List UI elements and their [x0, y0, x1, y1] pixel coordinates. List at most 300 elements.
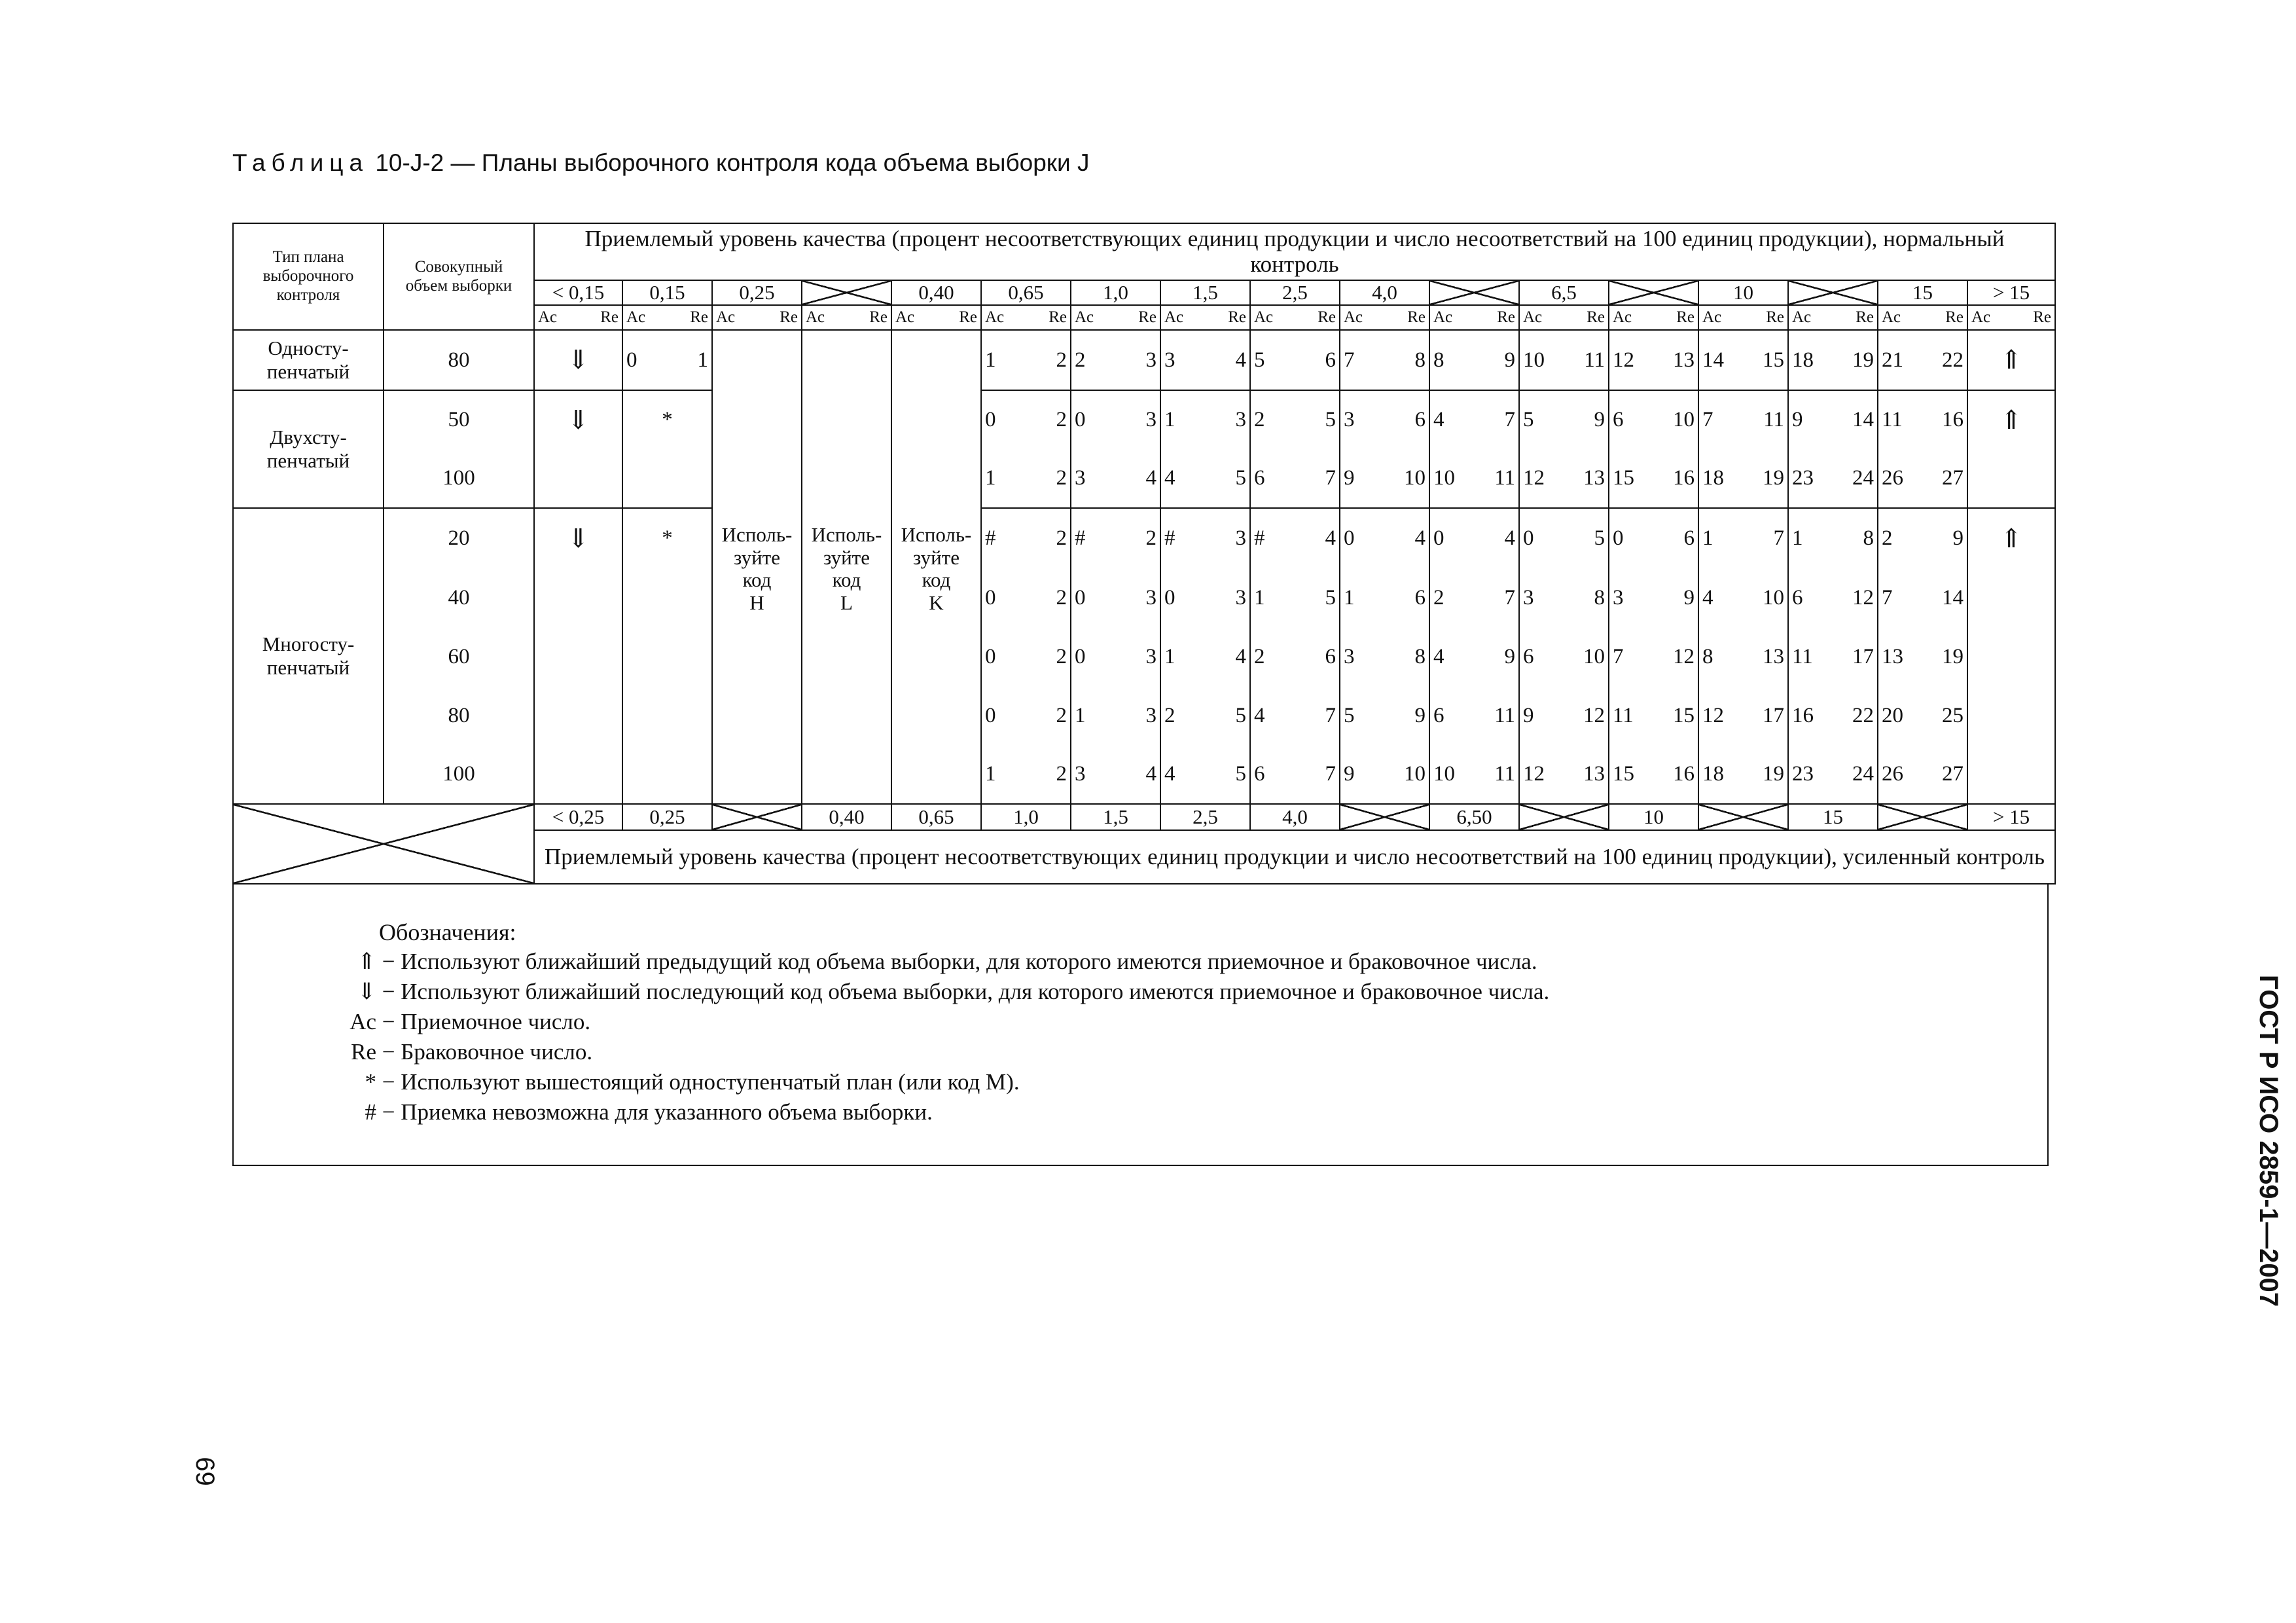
re-value: 6	[1683, 526, 1695, 551]
re-value: 8	[1414, 348, 1426, 372]
ac-value: 18	[1702, 466, 1724, 490]
ac-re-cell	[1340, 330, 1429, 390]
header-line: контроля	[276, 285, 340, 304]
aql-value: 4,0	[1250, 804, 1340, 830]
ac-value: 6	[1254, 466, 1265, 490]
re-value: Re	[1228, 308, 1246, 326]
arrow-cell	[1967, 449, 2055, 508]
ac-re-pair	[1699, 349, 1787, 372]
ac-value: 15	[1613, 466, 1634, 490]
ac-re-cell	[1698, 745, 1788, 804]
ac-value: 23	[1792, 466, 1814, 490]
ac-re-pair	[1340, 409, 1429, 431]
ac-re-pair	[1161, 763, 1249, 786]
ac-value: 2	[1882, 526, 1893, 551]
re-value: 16	[1673, 466, 1695, 490]
ac-value: 1	[1164, 644, 1175, 668]
re-value: 16	[1673, 762, 1695, 786]
plan-type-line: Двухсту-	[270, 426, 347, 449]
ac-value: 4	[1254, 703, 1265, 727]
legend-symbol: Ac	[350, 1009, 376, 1034]
ac-value: 0	[1613, 526, 1624, 551]
ac-re-pair	[1609, 587, 1698, 610]
re-value: Re	[959, 308, 977, 326]
ac-re-header	[1519, 305, 1609, 330]
legend-text: − Используют ближайший предыдущий код объема выборки, для которого имеются приемочное и браковочное числа.	[382, 949, 1537, 974]
re-value: 12	[1673, 644, 1695, 668]
ac-re-pair	[1071, 587, 1160, 610]
use-code-letter: K	[929, 591, 944, 615]
arrow-cell	[534, 745, 622, 804]
ac-value: Ac	[626, 308, 646, 326]
re-value: 22	[1852, 703, 1874, 727]
use-code-cell	[891, 330, 981, 804]
ac-re-pair	[1251, 763, 1339, 786]
ac-re-pair	[1520, 467, 1608, 490]
ac-value: 3	[1523, 585, 1534, 610]
ac-value: Ac	[895, 308, 915, 326]
ac-value: Ac	[1792, 308, 1812, 326]
ac-value: 1	[1344, 585, 1355, 610]
ac-re-header	[1160, 305, 1250, 330]
ac-value: 0	[1075, 644, 1086, 668]
ac-value: 10	[1433, 762, 1455, 786]
re-value: Re	[1766, 308, 1784, 326]
ac-value: 0	[1433, 526, 1444, 551]
plan-type-line: Односту-	[268, 337, 349, 360]
ac-re-header	[622, 305, 712, 330]
ac-value: Ac	[806, 308, 825, 326]
ac-re-cell	[981, 627, 1071, 686]
ac-re-cell	[981, 568, 1071, 627]
re-value: 3	[1145, 703, 1157, 727]
ac-re-cell	[1250, 627, 1340, 686]
re-value: 11	[1763, 408, 1784, 432]
aql-value: 2,5	[1160, 804, 1250, 830]
ac-re-pair	[1251, 467, 1339, 490]
legend-item	[319, 979, 1549, 1005]
ac-value: 20	[1882, 703, 1903, 727]
ac-value: 9	[1344, 466, 1355, 490]
ac-value: 1	[1792, 526, 1803, 551]
ac-value: 13	[1882, 644, 1903, 668]
ac-re-pair	[982, 646, 1070, 668]
ac-re-cell	[1788, 390, 1878, 449]
ac-value: 18	[1702, 762, 1724, 786]
re-value: 11	[1494, 762, 1515, 786]
use-code-line: код	[922, 568, 951, 592]
ac-value: Ac	[1433, 308, 1453, 326]
ac-value: Ac	[1344, 308, 1363, 326]
ac-re-pair	[1609, 704, 1698, 727]
ac-re-cell	[1071, 745, 1160, 804]
ac-value: Ac	[1523, 308, 1543, 326]
ac-re-label	[1878, 309, 1967, 326]
re-value: 19	[1763, 466, 1784, 490]
ac-re-cell	[1519, 330, 1609, 390]
ac-value: 11	[1613, 703, 1634, 727]
ac-value: 18	[1792, 348, 1814, 372]
ac-re-cell	[1071, 627, 1160, 686]
ac-re-pair	[1520, 527, 1608, 550]
plan-type-double	[233, 390, 384, 508]
legend-item	[319, 1099, 933, 1125]
ac-re-pair	[1430, 763, 1518, 786]
re-value: 3	[1145, 348, 1157, 372]
ac-value: 8	[1433, 348, 1444, 372]
ac-re-pair	[1699, 763, 1787, 786]
aql-crossed-cell	[802, 280, 891, 305]
ac-re-pair	[1161, 704, 1249, 727]
ac-re-pair	[1609, 527, 1698, 550]
re-value: 10	[1763, 585, 1784, 610]
ac-re-label	[1071, 309, 1160, 326]
ac-value: 2	[1075, 348, 1086, 372]
ac-value: 15	[1613, 762, 1634, 786]
ac-re-pair	[623, 349, 711, 372]
ac-re-cell	[1788, 627, 1878, 686]
caption-word: Таблица	[232, 149, 369, 176]
ac-value: 1	[1254, 585, 1265, 610]
re-value: Re	[2033, 308, 2052, 326]
re-value: 6	[1414, 585, 1426, 610]
legend-symbol: #	[365, 1099, 376, 1125]
sample-size: 50	[384, 390, 534, 449]
legend-item	[319, 949, 1537, 975]
aql-value: 1,0	[1071, 280, 1160, 305]
star-cell: *	[622, 508, 712, 568]
ac-value: 7	[1882, 585, 1893, 610]
aql-value: 0,40	[802, 804, 891, 830]
aql-crossed-cell	[712, 804, 802, 830]
ac-value: 3	[1075, 762, 1086, 786]
re-value: 2	[1056, 703, 1067, 727]
ac-re-pair	[1789, 704, 1877, 727]
ac-re-cell	[1698, 449, 1788, 508]
ac-value: Ac	[1971, 308, 1991, 326]
ac-re-cell	[1071, 508, 1160, 568]
arrow-cell	[534, 686, 622, 745]
ac-re-pair	[1340, 763, 1429, 786]
aql-value: > 15	[1967, 804, 2055, 830]
re-value: 10	[1673, 408, 1695, 432]
ac-re-cell	[1160, 627, 1250, 686]
ac-re-pair	[1520, 704, 1608, 727]
ac-value: 3	[1613, 585, 1624, 610]
ac-re-pair	[1699, 587, 1787, 610]
aql-crossed-cell	[1878, 804, 1967, 830]
aql-value: 2,5	[1250, 280, 1340, 305]
ac-re-pair	[1340, 587, 1429, 610]
ac-value: 1	[985, 762, 996, 786]
ac-re-pair	[1520, 646, 1608, 668]
ac-value: 1	[985, 466, 996, 490]
re-value: 11	[1584, 348, 1605, 372]
ac-re-header	[1788, 305, 1878, 330]
ac-value: 1	[1702, 526, 1713, 551]
ac-value: 7	[1613, 644, 1624, 668]
ac-re-cell	[981, 686, 1071, 745]
aql-value: < 0,15	[534, 280, 622, 305]
ac-re-cell	[1250, 686, 1340, 745]
use-code-line: Исполь-	[901, 523, 972, 546]
ac-value: 26	[1882, 466, 1903, 490]
ac-re-cell	[1340, 508, 1429, 568]
crossed-corner-cell	[233, 804, 534, 884]
ac-value: 3	[1164, 348, 1175, 372]
ac-re-header	[802, 305, 891, 330]
star-cell	[622, 745, 712, 804]
re-value: 2	[1056, 585, 1067, 610]
re-value: 5	[1235, 703, 1246, 727]
star-cell	[622, 686, 712, 745]
re-value: 14	[1852, 408, 1874, 432]
re-value: 6	[1325, 644, 1336, 668]
ac-re-cell	[1429, 508, 1519, 568]
ac-re-label	[1430, 309, 1518, 326]
ac-re-pair	[982, 349, 1070, 372]
ac-re-header	[1429, 305, 1519, 330]
ac-re-pair	[1699, 646, 1787, 668]
ac-re-pair	[1878, 704, 1967, 727]
ac-re-cell	[981, 390, 1071, 449]
ac-value: 2	[1254, 644, 1265, 668]
aql-value: 0,25	[622, 804, 712, 830]
ac-re-pair	[1161, 527, 1249, 550]
use-code-cell	[712, 330, 802, 804]
header-line: Совокупный	[414, 257, 503, 276]
re-value: 4	[1504, 526, 1515, 551]
aql-value: 15	[1878, 280, 1967, 305]
ac-re-cell	[1340, 390, 1429, 449]
ac-re-pair	[1609, 763, 1698, 786]
re-value: 3	[1235, 585, 1246, 610]
re-value: 2	[1056, 408, 1067, 432]
aql-crossed-cell	[1788, 280, 1878, 305]
ac-re-pair	[1430, 704, 1518, 727]
ac-value: 4	[1433, 644, 1444, 668]
re-value: Re	[1407, 308, 1426, 326]
ac-re-pair	[1609, 409, 1698, 431]
ac-re-label	[1161, 309, 1249, 326]
ac-re-cell	[1071, 686, 1160, 745]
ac-re-cell	[1250, 449, 1340, 508]
aql-value: 15	[1788, 804, 1878, 830]
arrow-cell: ⇑	[1967, 330, 2055, 390]
ac-value: 10	[1433, 466, 1455, 490]
ac-re-pair	[1520, 587, 1608, 610]
ac-re-cell	[1429, 686, 1519, 745]
re-value: 15	[1763, 348, 1784, 372]
ac-re-pair	[1878, 646, 1967, 668]
re-value: 5	[1235, 762, 1246, 786]
aql-value: 1,5	[1071, 804, 1160, 830]
ac-re-cell	[1429, 568, 1519, 627]
legend-item	[319, 1039, 592, 1065]
re-value: 4	[1145, 762, 1157, 786]
ac-value: 9	[1792, 408, 1803, 432]
use-code-line: Исполь-	[721, 523, 793, 546]
ac-re-cell	[1071, 568, 1160, 627]
ac-value: Ac	[985, 308, 1005, 326]
re-value: 3	[1235, 408, 1246, 432]
ac-re-pair	[1699, 527, 1787, 550]
ac-re-pair	[1520, 763, 1608, 786]
ac-re-cell	[1429, 745, 1519, 804]
ac-re-label	[1251, 309, 1339, 326]
ac-value: 16	[1792, 703, 1814, 727]
ac-re-cell	[1878, 330, 1967, 390]
re-value: 4	[1414, 526, 1426, 551]
ac-re-cell	[1160, 568, 1250, 627]
re-value: 7	[1325, 466, 1336, 490]
re-value: 9	[1952, 526, 1964, 551]
ac-value: 9	[1344, 762, 1355, 786]
ac-value: 4	[1433, 408, 1444, 432]
ac-re-cell	[1519, 390, 1609, 449]
legend-symbol: *	[365, 1069, 376, 1095]
aql-value: 4,0	[1340, 280, 1429, 305]
star-cell	[622, 627, 712, 686]
re-value: Re	[1587, 308, 1605, 326]
ac-re-cell	[1340, 449, 1429, 508]
ac-re-cell	[1519, 449, 1609, 508]
ac-re-cell	[1878, 390, 1967, 449]
ac-value: 10	[1523, 348, 1545, 372]
plan-type-line: пенчатый	[266, 656, 350, 679]
ac-re-cell	[1340, 686, 1429, 745]
ac-value: Ac	[716, 308, 736, 326]
plan-type-multiple	[233, 508, 384, 804]
header-aql-tightened: Приемлемый уровень качества (процент несоответствующих единиц продукции и число несоответствий на 100 единиц продукции), усиленный контроль	[534, 830, 2055, 884]
ac-value: #	[1075, 526, 1086, 551]
ac-re-header	[981, 305, 1071, 330]
legend-symbol: ⇓	[357, 979, 376, 1004]
ac-re-cell	[1160, 449, 1250, 508]
legend-symbol: Re	[351, 1039, 376, 1065]
re-value: 6	[1325, 348, 1336, 372]
ac-re-pair	[1789, 467, 1877, 490]
ac-re-label	[623, 309, 711, 326]
ac-re-cell	[1609, 627, 1698, 686]
ac-re-cell	[1609, 745, 1698, 804]
re-value: 15	[1673, 703, 1695, 727]
re-value: 8	[1414, 644, 1426, 668]
header-line: Тип плана	[272, 248, 344, 266]
re-value: 4	[1145, 466, 1157, 490]
re-value: 7	[1325, 703, 1336, 727]
ac-re-pair	[1251, 409, 1339, 431]
ac-re-cell	[1519, 686, 1609, 745]
use-code-line: зуйте	[913, 545, 960, 569]
legend-text: − Используют вышестоящий одноступенчатый план (или код М).	[382, 1069, 1020, 1095]
ac-re-pair	[1609, 349, 1698, 372]
ac-re-cell	[1698, 568, 1788, 627]
ac-value: 11	[1792, 644, 1813, 668]
ac-re-cell	[1160, 390, 1250, 449]
ac-re-pair	[1520, 349, 1608, 372]
ac-re-pair	[1789, 587, 1877, 610]
ac-re-cell	[1071, 390, 1160, 449]
re-value: Re	[1497, 308, 1515, 326]
use-code-letter: L	[840, 591, 853, 615]
star-cell	[622, 568, 712, 627]
ac-re-cell	[1340, 568, 1429, 627]
ac-value: 21	[1882, 348, 1903, 372]
ac-value: 3	[1344, 644, 1355, 668]
ac-re-label	[1340, 309, 1429, 326]
use-code-line: зуйте	[734, 545, 780, 569]
re-value: Re	[1318, 308, 1336, 326]
ac-re-cell	[1250, 508, 1340, 568]
re-value: 12	[1852, 585, 1874, 610]
ac-value: 2	[1433, 585, 1444, 610]
ac-re-cell	[981, 449, 1071, 508]
aql-value: 10	[1698, 280, 1788, 305]
header-plan-type	[233, 223, 384, 330]
sample-size: 80	[384, 330, 534, 390]
ac-re-cell	[1519, 508, 1609, 568]
arrow-cell	[1967, 627, 2055, 686]
re-value: 13	[1583, 762, 1605, 786]
re-value: 3	[1145, 585, 1157, 610]
ac-value: 11	[1882, 408, 1903, 432]
aql-value: 0,40	[891, 280, 981, 305]
ac-re-pair	[1071, 704, 1160, 727]
ac-value: 12	[1613, 348, 1634, 372]
re-value: 13	[1673, 348, 1695, 372]
ac-re-cell	[981, 330, 1071, 390]
ac-re-cell	[1788, 745, 1878, 804]
plan-type-line: пенчатый	[266, 449, 350, 472]
ac-re-cell	[1160, 330, 1250, 390]
sample-size: 100	[384, 745, 534, 804]
re-value: 27	[1942, 466, 1964, 490]
ac-re-cell	[1698, 627, 1788, 686]
re-value: 2	[1056, 526, 1067, 551]
aql-value: 0,65	[891, 804, 981, 830]
re-value: 7	[1325, 762, 1336, 786]
ac-re-cell	[1429, 449, 1519, 508]
ac-value: 0	[985, 644, 996, 668]
ac-re-label	[1699, 309, 1787, 326]
re-value: 5	[1325, 408, 1336, 432]
ac-re-cell	[1788, 568, 1878, 627]
ac-re-pair	[1699, 409, 1787, 431]
header-sample-size	[384, 223, 534, 330]
ac-re-label	[1789, 309, 1877, 326]
ac-re-label	[802, 309, 891, 326]
legend-text: − Приемочное число.	[382, 1009, 591, 1034]
ac-re-pair	[1161, 349, 1249, 372]
re-value: 4	[1325, 526, 1336, 551]
re-value: 2	[1056, 466, 1067, 490]
ac-re-pair	[1161, 646, 1249, 668]
ac-value: 0	[1075, 585, 1086, 610]
ac-re-pair	[1071, 646, 1160, 668]
ac-value: 0	[1523, 526, 1534, 551]
ac-re-cell	[1519, 745, 1609, 804]
ac-re-cell	[1429, 627, 1519, 686]
ac-value: 6	[1792, 585, 1803, 610]
aql-crossed-cell	[1519, 804, 1609, 830]
re-value: 4	[1235, 644, 1246, 668]
ac-re-pair	[982, 704, 1070, 727]
arrow-cell: ⇑	[1967, 508, 2055, 568]
arrow-cell	[534, 627, 622, 686]
ac-re-cell	[1160, 745, 1250, 804]
ac-value: 0	[985, 703, 996, 727]
